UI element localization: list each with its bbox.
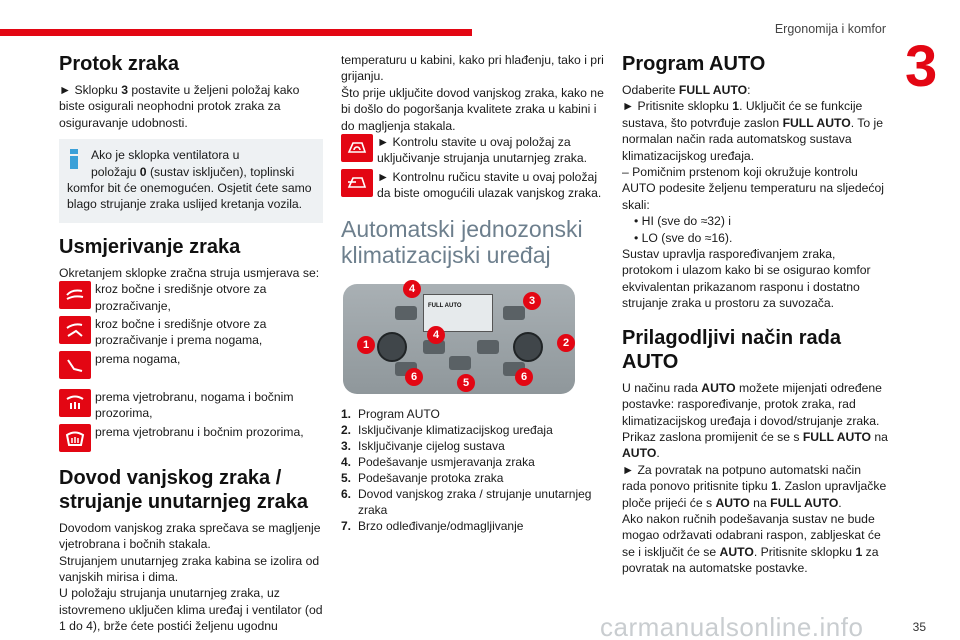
panel-button — [449, 356, 471, 370]
usmjer-item-4: prema vjetrobranu, nogama i bočnim prozorima, — [59, 389, 323, 422]
program-auto-title: Program AUTO — [622, 53, 766, 75]
usmjer-item-5: prema vjetrobranu i bočnim prozorima, — [59, 424, 323, 452]
ctrl-outside-air: ► Kontrolnu ručicu stavite u ovaj položaj da biste omogućili ulazak vanjskog zraka. — [341, 169, 605, 202]
scale-hi: • HI (sve do ≈32) i — [634, 214, 731, 229]
callout-6: 6 — [515, 368, 533, 386]
dovod-text-cont: temperaturu u kabini, kako pri hlađenju, tako i pri grijanju. Što prije uključite dovod vanjskog zraka, kako ne bi došlo do pogoršanja kvalitete zraka u kabini i do magljenja stakala. — [341, 53, 604, 133]
usmjer-intro: Okretanjem sklopke zračna struja usmjerava se: — [59, 265, 320, 280]
legend-item: 4. Podešavanje usmjeravanja zraka — [341, 454, 535, 469]
chapter-number: 3 — [905, 34, 938, 99]
auto-title: Automatski jednozonski klimatizacijski uređaj — [341, 215, 583, 268]
info-icon — [67, 149, 81, 169]
climate-panel-image — [343, 276, 575, 396]
adaptive-p3: Ako nakon ručnih podešavanja sustav ne bude mogao održavati odabrani raspon, zabljeskat će se i isključit će se AUTO. Pritisnite sklopku 1 za povratak na automatske postavke. — [622, 511, 881, 576]
windscreen-vent-icon — [59, 424, 91, 452]
info-line-1: Ako je sklopka ventilatora u — [91, 148, 240, 163]
program-p1: Odaberite FULL AUTO: — [622, 83, 751, 97]
ctrl-recirc: ► Kontrolu stavite u ovaj položaj za uključivanje strujanja unutarnjeg zraka. — [341, 134, 605, 167]
callout-6b: 6 — [405, 368, 423, 386]
legend-item: 2. Isključivanje klimatizacijskog uređaja — [341, 422, 553, 437]
callout-5: 5 — [457, 374, 475, 392]
outside-air-icon — [341, 169, 373, 197]
face-vent-icon — [59, 281, 91, 309]
legend-item: 5. Podešavanje protoka zraka — [341, 470, 504, 485]
adaptive-title: Prilagodljivi način rada AUTO — [622, 326, 841, 373]
adaptive-p1: U načinu rada AUTO možete mijenjati određene postavke: raspoređivanje, protok zraka, rad klimatizacijskog uređaja i dovod/strujanje zraka. Prikaz zaslona promijenit će se s FULL AUTO na AUTO. — [622, 380, 888, 461]
header-accent-bar — [0, 29, 472, 36]
column-3 — [622, 52, 888, 577]
panel-button — [503, 306, 525, 320]
protok-title: Protok zraka — [59, 53, 180, 75]
adaptive-p2: ► Za povratak na potpuno automatski način rada ponovo pritisnite tipku 1. Zaslon upravljačke ploče prijeći će s AUTO na FULL AUTO. — [622, 462, 887, 510]
legend-item: 1. Program AUTO — [341, 406, 440, 421]
callout-3: 3 — [523, 292, 541, 310]
scale-lo: • LO (sve do ≈16). — [634, 230, 733, 245]
usmjer-title: Usmjerivanje zraka — [59, 235, 241, 258]
callout-4: 4 — [403, 280, 421, 298]
program-p3: – Pomičnim prstenom koji okružuje kontrolu AUTO podesite željenu temperaturu na sljedećoj skali: — [622, 165, 884, 212]
usmjer-item-2: kroz bočne i središnje otvore za prozračivanje i prema nogama, — [59, 316, 323, 349]
program-p4: Sustav upravlja raspoređivanjem zraka, protokom i ulazom kako bi se osigurao komfor ekvivalentan prikazanom rasponu i dostatno strujanje zraka u prostoru za suvozača. — [622, 247, 871, 311]
program-p2: ► Pritisnite sklopku 1. Uključit će se funkcije sustava, što potvrđuje zaslon FULL AUTO. To je normalan način rada automatskog sustava klimatizacijskog uređaja. — [622, 99, 884, 163]
recirculation-icon — [341, 134, 373, 162]
usmjer-item-1: kroz bočne i središnje otvore za prozračivanje, — [59, 281, 323, 314]
watermark: carmanualsonline.info — [600, 612, 864, 640]
windscreen-feet-vent-icon — [59, 389, 91, 417]
feet-vent-icon — [59, 351, 91, 379]
column-2 — [341, 52, 605, 534]
panel-display: FULL AUTO — [423, 294, 493, 332]
callout-4b: 4 — [427, 326, 445, 344]
legend-item: 6. Dovod vanjskog zraka / strujanje unutarnjeg zraka — [341, 486, 592, 517]
info-box — [59, 139, 323, 223]
auto-knob — [377, 332, 407, 362]
column-1 — [59, 52, 323, 635]
info-line-2: položaju 0 (sustav isključen), toplinski komfor bit će onemogućen. Osjetit ćete samo blago strujanje zraka uslijed kretanja vozila. — [67, 164, 312, 212]
callout-1: 1 — [357, 336, 375, 354]
legend-item: 7. Brzo odleđivanje/odmagljivanje — [341, 518, 524, 533]
protok-text: ► Sklopku 3 postavite u željeni položaj kako biste osigurali neophodni protok zraka za osiguravanje udobnosti. — [59, 83, 300, 130]
panel-button — [395, 306, 417, 320]
legend-item: 3. Isključivanje cijelog sustava — [341, 438, 505, 453]
fan-knob — [513, 332, 543, 362]
section-title: Ergonomija i komfor — [774, 22, 886, 36]
dovod-title: Dovod vanjskog zraka / strujanje unutarnjeg zraka — [59, 466, 308, 513]
dovod-text: Dovodom vanjskog zraka sprečava se magljenje vjetrobrana i bočnih stakala. Strujanjem unutarnjeg zraka kabina se izolira od vanjskih mirisa i dima. U položaju strujanja unutarnjeg zraka, uz istovremeno uključen klima uređaj i ventilator (od 1 do 4), brže ćete postići željenu ugodnu — [59, 520, 323, 634]
usmjer-item-3: prema nogama, — [59, 351, 323, 379]
face-feet-vent-icon — [59, 316, 91, 344]
callout-2: 2 — [557, 334, 575, 352]
page-number: 35 — [912, 620, 926, 634]
panel-legend — [341, 406, 605, 534]
panel-button — [477, 340, 499, 354]
